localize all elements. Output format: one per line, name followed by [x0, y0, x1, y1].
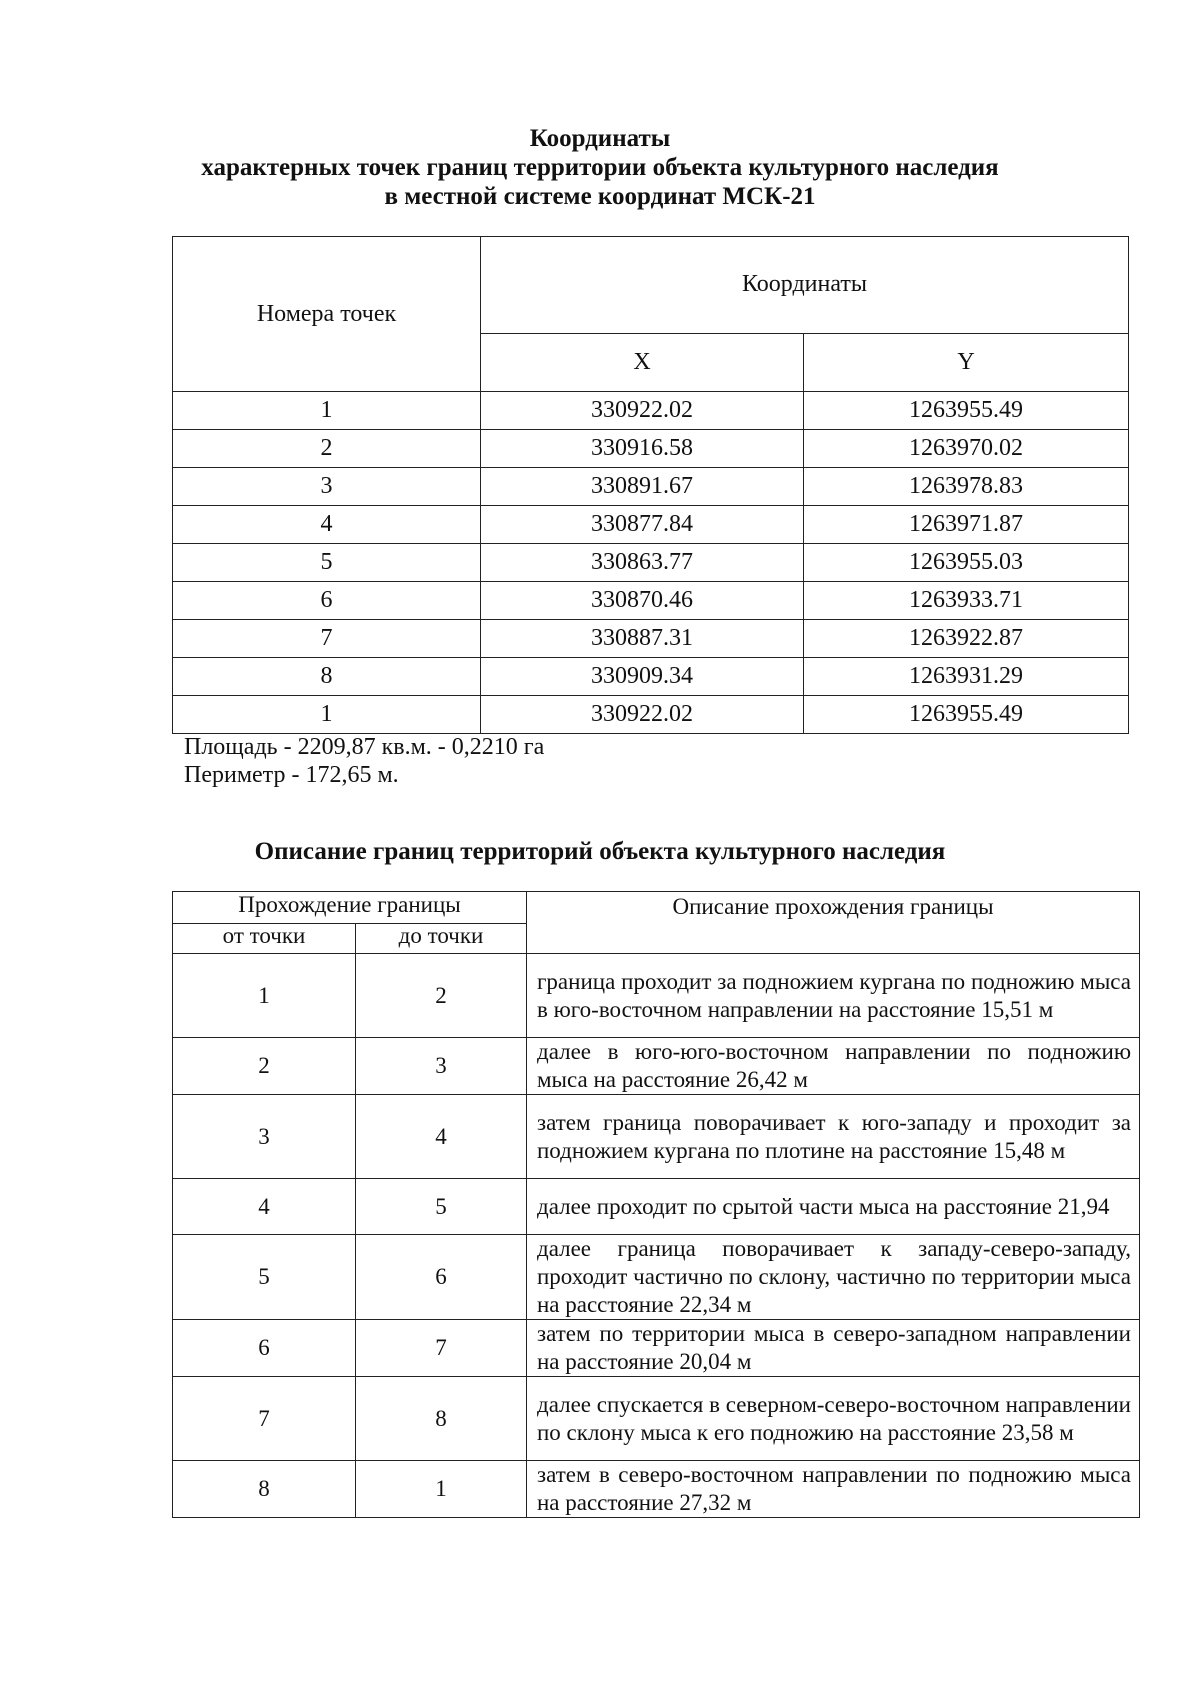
table-row	[173, 544, 1129, 582]
from-point-cell: 3	[173, 1095, 356, 1179]
from-point-cell: 7	[173, 1377, 356, 1461]
table-row	[173, 1038, 1140, 1095]
point-number-cell: 1	[173, 392, 481, 430]
to-point-cell: 2	[356, 954, 527, 1038]
title-line-1: Координаты	[529, 125, 671, 152]
point-number-cell: 5	[173, 544, 481, 582]
description-table-body	[173, 954, 1140, 1518]
header-x: X	[481, 333, 804, 391]
to-point-cell: 1	[356, 1461, 527, 1518]
perimeter-text: Периметр - 172,65 м.	[184, 762, 399, 788]
table-row	[173, 1461, 1140, 1518]
table-row	[173, 430, 1129, 468]
y-coordinate-cell: 1263922.87	[804, 620, 1129, 658]
table-row	[173, 1235, 1140, 1320]
y-coordinate-cell: 1263971.87	[804, 506, 1129, 544]
header-point-numbers: Номера точек	[173, 237, 481, 392]
to-point-cell: 4	[356, 1095, 527, 1179]
table-row	[173, 1095, 1140, 1179]
summary	[184, 733, 544, 789]
header-coordinates: Координаты	[481, 237, 1129, 334]
y-coordinate-cell: 1263955.49	[804, 696, 1129, 734]
point-number-cell: 4	[173, 506, 481, 544]
title-line-2: характерных точек границ территории объекта культурного наследия	[201, 154, 999, 181]
y-coordinate-cell: 1263955.03	[804, 544, 1129, 582]
header-y: Y	[804, 333, 1129, 391]
to-point-cell: 7	[356, 1320, 527, 1377]
from-point-cell: 1	[173, 954, 356, 1038]
document-title	[0, 124, 1200, 211]
table-row	[173, 620, 1129, 658]
boundary-description-cell: далее спускается в северном-северо-восточном направлении по склону мыса к его подножию на расстояние 23,58 м	[527, 1377, 1140, 1461]
from-point-cell: 4	[173, 1179, 356, 1235]
boundary-description-cell: затем граница поворачивает к юго-западу и проходит за подножием кургана по плотине на расстояние 15,48 м	[527, 1095, 1140, 1179]
point-number-cell: 6	[173, 582, 481, 620]
table-row	[173, 1377, 1140, 1461]
point-number-cell: 1	[173, 696, 481, 734]
to-point-cell: 8	[356, 1377, 527, 1461]
from-point-cell: 2	[173, 1038, 356, 1095]
x-coordinate-cell: 330870.46	[481, 582, 804, 620]
point-number-cell: 8	[173, 658, 481, 696]
y-coordinate-cell: 1263933.71	[804, 582, 1129, 620]
x-coordinate-cell: 330887.31	[481, 620, 804, 658]
table-row	[173, 582, 1129, 620]
header-from-point: от точки	[173, 924, 356, 954]
table-row	[173, 468, 1129, 506]
y-coordinate-cell: 1263970.02	[804, 430, 1129, 468]
from-point-cell: 5	[173, 1235, 356, 1320]
point-number-cell: 7	[173, 620, 481, 658]
x-coordinate-cell: 330922.02	[481, 696, 804, 734]
table-row	[173, 696, 1129, 734]
header-passage: Прохождение границы	[173, 892, 527, 924]
description-table	[172, 891, 1140, 1518]
table-row	[173, 392, 1129, 430]
table-row	[173, 954, 1140, 1038]
table-row	[173, 506, 1129, 544]
x-coordinate-cell: 330863.77	[481, 544, 804, 582]
from-point-cell: 8	[173, 1461, 356, 1518]
to-point-cell: 6	[356, 1235, 527, 1320]
header-to-point: до точки	[356, 924, 527, 954]
area-text: Площадь - 2209,87 кв.м. - 0,2210 га	[184, 734, 545, 760]
x-coordinate-cell: 330922.02	[481, 392, 804, 430]
y-coordinate-cell: 1263931.29	[804, 658, 1129, 696]
to-point-cell: 3	[356, 1038, 527, 1095]
x-coordinate-cell: 330909.34	[481, 658, 804, 696]
table-row	[173, 1320, 1140, 1377]
table-row	[173, 658, 1129, 696]
to-point-cell: 5	[356, 1179, 527, 1235]
boundary-description-cell: затем в северо-восточном направлении по подножию мыса на расстояние 27,32 м	[527, 1461, 1140, 1518]
x-coordinate-cell: 330891.67	[481, 468, 804, 506]
table-row	[173, 1179, 1140, 1235]
boundary-description-cell: далее проходит по срытой части мыса на расстояние 21,94	[527, 1179, 1140, 1235]
boundary-description-cell: далее граница поворачивает к западу-северо-западу, проходит частично по склону, частично по территории мыса на расстояние 22,34 м	[527, 1235, 1140, 1320]
boundary-description-cell: далее в юго-юго-восточном направлении по подножию мыса на расстояние 26,42 м	[527, 1038, 1140, 1095]
y-coordinate-cell: 1263955.49	[804, 392, 1129, 430]
x-coordinate-cell: 330877.84	[481, 506, 804, 544]
from-point-cell: 6	[173, 1320, 356, 1377]
point-number-cell: 2	[173, 430, 481, 468]
description-title: Описание границ территорий объекта культурного наследия	[254, 838, 946, 865]
coordinates-table	[172, 236, 1129, 734]
boundary-description-cell: граница проходит за подножием кургана по подножию мыса в юго-восточном направлении на расстояние 15,51 м	[527, 954, 1140, 1038]
point-number-cell: 3	[173, 468, 481, 506]
coordinates-table-body	[173, 392, 1129, 734]
boundary-description-cell: затем по территории мыса в северо-западном направлении на расстояние 20,04 м	[527, 1320, 1140, 1377]
header-description: Описание прохождения границы	[527, 892, 1140, 954]
y-coordinate-cell: 1263978.83	[804, 468, 1129, 506]
x-coordinate-cell: 330916.58	[481, 430, 804, 468]
title-line-3: в местной системе координат МСК-21	[384, 183, 816, 210]
